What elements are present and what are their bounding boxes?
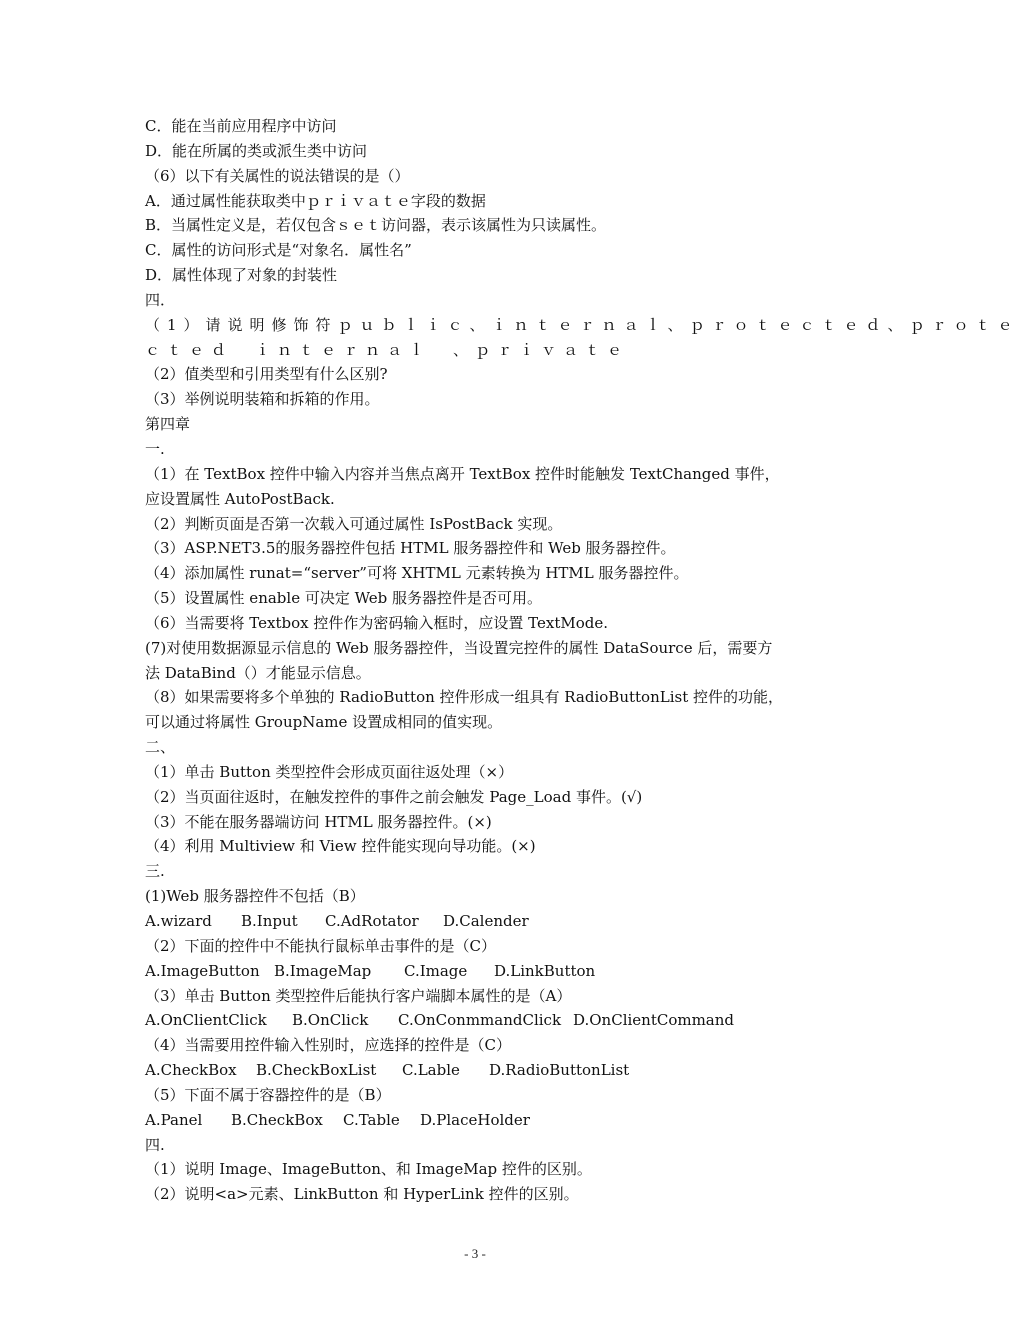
answer-option: D.OnClientCommand <box>573 1011 735 1030</box>
text-line: C．属性的访问形式是“对象名．属性名” <box>145 241 412 260</box>
answer-options-row <box>145 959 810 984</box>
text-line: 法 DataBind（）才能显示信息。 <box>145 663 371 682</box>
answer-option: B.OnClick <box>292 1011 369 1030</box>
answer-option: B.ImageMap <box>274 961 372 980</box>
text-line: （6）当需要将 Textbox 控件作为密码输入框时，应设置 TextMode. <box>145 613 608 632</box>
text-line: 应设置属性 AutoPostBack. <box>145 489 335 508</box>
text-line: （2）值类型和引用类型有什么区别? <box>145 365 388 384</box>
answer-option: B.CheckBoxList <box>256 1061 377 1080</box>
text-line: (7)对使用数据源显示信息的 Web 服务器控件，当设置完控件的属性 DataSource 后，需要方 <box>145 638 773 657</box>
text-line: （2）下面的控件中不能执行鼠标单击事件的是（C） <box>145 936 497 955</box>
text-line: B．当属性定义是，若仅包含ｓｅｔ访问器，表示该属性为只读属性。 <box>145 216 607 235</box>
answer-option: A.Panel <box>145 1110 203 1129</box>
answer-option: D.LinkButton <box>494 961 596 980</box>
answer-option: C.Image <box>404 961 468 980</box>
answer-options-row <box>145 1008 810 1033</box>
answer-options-row <box>145 1108 810 1133</box>
answer-option: A.wizard <box>145 912 212 930</box>
text-line: （1）单击 Button 类型控件会形成页面往返处理（×） <box>145 762 514 781</box>
answer-option: D.RadioButtonList <box>489 1061 630 1080</box>
text-line: （8）如果需要将多个单独的 RadioButton 控件形成一组具有 RadioButtonList 控件的功能， <box>145 688 783 707</box>
answer-options-row <box>145 909 810 934</box>
document-body <box>145 114 1020 1207</box>
text-line: （6）以下有关属性的说法错误的是（） <box>145 166 410 185</box>
answer-option: A.ImageButton <box>145 961 260 980</box>
text-line: D．能在所属的类或派生类中访问 <box>145 141 368 160</box>
text-line: D．属性体现了对象的封装性 <box>145 266 338 285</box>
page-number: - 3 - <box>464 1246 486 1261</box>
answer-option: D.Calender <box>443 912 529 930</box>
text-line: 第四章 <box>145 415 191 434</box>
text-line: （2）说明<a>元素、LinkButton 和 HyperLink 控件的区别。 <box>145 1185 579 1204</box>
text-line: （3）不能在服务器端访问 HTML 服务器控件。(×) <box>145 812 492 831</box>
text-line: (1)Web 服务器控件不包括（B） <box>145 887 365 906</box>
text-line: 三. <box>145 862 165 881</box>
text-line: （1）在 TextBox 控件中输入内容并当焦点离开 TextBox 控件时能触发 TextChanged 事件， <box>145 464 780 483</box>
answer-option: D.PlaceHolder <box>420 1110 530 1129</box>
text-line: 可以通过将属性 GroupName 设置成相同的值实现。 <box>145 713 503 732</box>
text-line: （2）当页面往返时，在触发控件的事件之前会触发 Page_Load 事件。(√) <box>145 787 643 806</box>
answer-option: C.AdRotator <box>325 912 419 930</box>
text-line: （2）判断页面是否第一次载入可通过属性 IsPostBack 实现。 <box>145 514 563 533</box>
text-line: （5）下面不属于容器控件的是（B） <box>145 1085 391 1104</box>
text-line: （3）单击 Button 类型控件后能执行客户端脚本属性的是（A） <box>145 986 572 1005</box>
answer-option: C.Lable <box>402 1061 460 1080</box>
text-line: （4）添加属性 runat=“server”可将 XHTML 元素转换为 HTML 服务器控件。 <box>145 564 689 583</box>
text-line: 二、 <box>145 738 176 757</box>
answer-option: C.OnConmmandClick <box>398 1011 562 1030</box>
text-line: （3）ASP.NET3.5的服务器控件包括 HTML 服务器控件和 Web 服务器控件。 <box>145 539 676 558</box>
text-line: 一. <box>145 439 165 458</box>
text-line: （4）利用 Multiview 和 View 控件能实现向导功能。(×) <box>145 837 536 856</box>
text-line: 四. <box>145 1135 165 1154</box>
answer-option: A.OnClientClick <box>145 1011 267 1030</box>
answer-option: B.CheckBox <box>231 1110 323 1129</box>
text-line: （3）举例说明装箱和拆箱的作用。 <box>145 390 380 409</box>
text-line: （1）请说明修饰符ｐｕｂｌｉｃ、ｉｎｔｅｒｎａｌ、ｐｒｏｔｅｃｔｅｄ、ｐｒｏｔｅ <box>145 315 1020 334</box>
text-line: A．通过属性能获取类中ｐｒｉｖａｔｅ字段的数据 <box>145 191 486 210</box>
text-line: 四． <box>145 290 176 309</box>
answer-option: B.Input <box>241 912 298 930</box>
text-line: （4）当需要用控件输入性别时，应选择的控件是（C） <box>145 1036 512 1055</box>
text-line: （1）说明 Image、ImageButton、和 ImageMap 控件的区别。 <box>145 1160 592 1179</box>
answer-option: C.Table <box>343 1110 400 1129</box>
text-line: C．能在当前应用程序中访问 <box>145 117 337 135</box>
text-line: ｃｔｅｄ ｉｎｔｅｒｎａｌ 、ｐｒｉｖａｔｅ <box>145 340 630 359</box>
answer-option: A.CheckBox <box>145 1061 237 1080</box>
text-line: （5）设置属性 enable 可决定 Web 服务器控件是否可用。 <box>145 589 543 608</box>
answer-options-row <box>145 1058 810 1083</box>
